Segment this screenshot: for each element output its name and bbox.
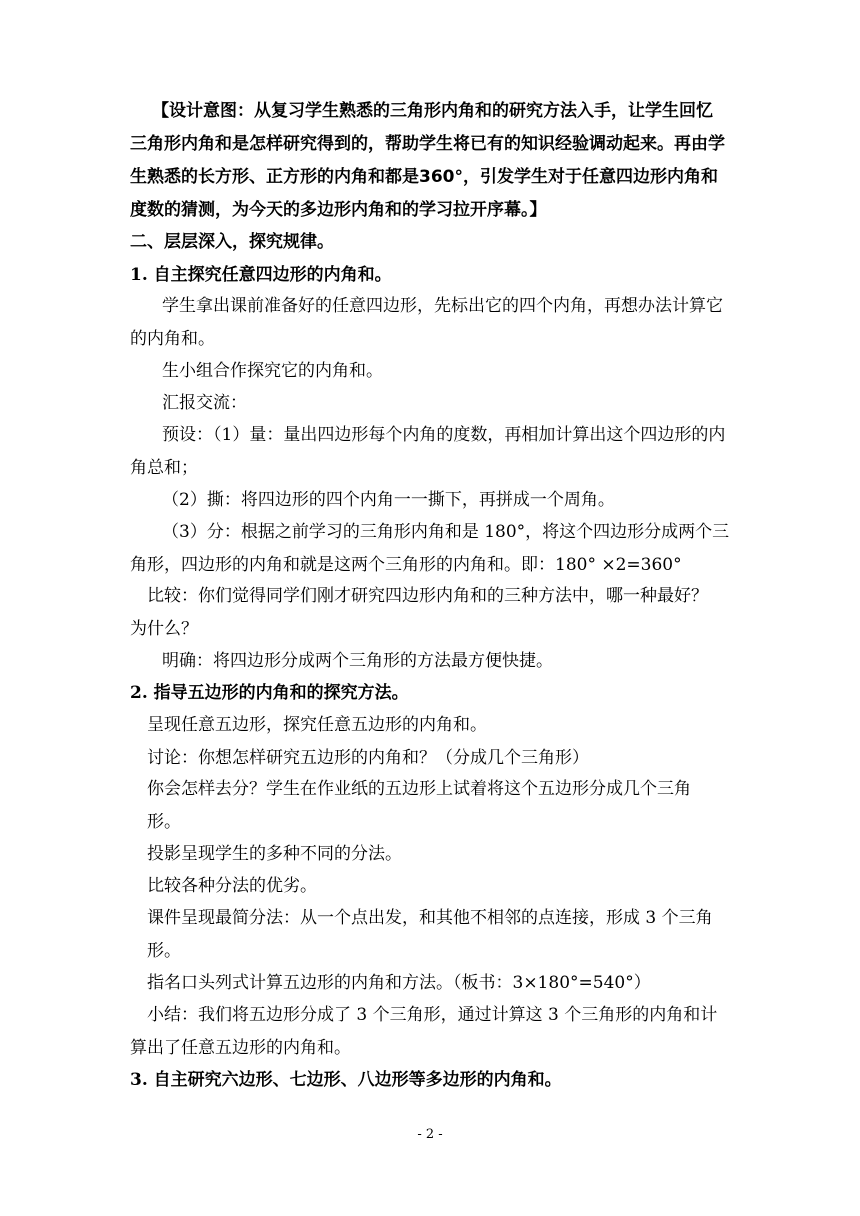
paragraph-line: 你会怎样去分？学生在作业纸的五边形上试着将这个五边形分成几个三角 <box>147 779 691 799</box>
paragraph-line: 学生拿出课前准备好的任意四边形，先标出它的四个内角，再想办法计算它 <box>162 296 723 316</box>
design-intent-line-2: 三角形内角和是怎样研究得到的，帮助学生将已有的知识经验调动起来。再由学 <box>130 134 725 154</box>
section-heading-2: 二、层层深入，探究规律。 <box>130 232 334 252</box>
paragraph-line: 课件呈现最简分法：从一个点出发，和其他不相邻的点连接，形成 3 个三角 <box>147 908 713 928</box>
paragraph-line: 预设：（1）量：量出四边形每个内角的度数，再相加计算出这个四边形的内 <box>162 425 726 445</box>
paragraph-line: 角形，四边形的内角和就是这两个三角形的内角和。即：180° ×2=360° <box>130 555 682 575</box>
paragraph-line: 形。 <box>147 941 181 961</box>
paragraph-line: 讨论：你想怎样研究五边形的内角和？（分成几个三角形） <box>147 748 589 768</box>
subheading-3: 3. 自主研究六边形、七边形、八边形等多边形的内角和。 <box>130 1070 562 1090</box>
paragraph-line: 形。 <box>147 812 181 832</box>
design-intent-line-4: 度数的猜测，为今天的多边形内角和的学习拉开序幕。】 <box>130 200 547 220</box>
paragraph-line: 比较：你们觉得同学们刚才研究四边形内角和的三种方法中，哪一种最好？ <box>147 586 708 606</box>
design-intent-line-3: 生熟悉的长方形、正方形的内角和都是360°，引发学生对于任意四边形内角和 <box>130 167 718 187</box>
paragraph-line: 生小组合作探究它的内角和。 <box>162 361 383 381</box>
design-intent-line-1: 【设计意图：从复习学生熟悉的三角形内角和的研究方法入手，让学生回忆 <box>152 101 713 121</box>
paragraph-line: 汇报交流： <box>162 393 247 413</box>
paragraph-line: 的内角和。 <box>130 329 215 349</box>
paragraph-line: 明确：将四边形分成两个三角形的方法最方便快捷。 <box>162 651 553 671</box>
paragraph-line: 角总和； <box>130 458 198 478</box>
subheading-1: 1. 自主探究任意四边形的内角和。 <box>130 265 392 285</box>
paragraph-line: 小结：我们将五边形分成了 3 个三角形，通过计算这 3 个三角形的内角和计 <box>147 1005 718 1025</box>
subheading-2: 2. 指导五边形的内角和的探究方法。 <box>130 683 409 703</box>
paragraph-line: 算出了任意五边形的内角和。 <box>130 1038 351 1058</box>
paragraph-line: 投影呈现学生的多种不同的分法。 <box>147 844 402 864</box>
paragraph-line: 为什么？ <box>130 619 198 639</box>
paragraph-line: 指名口头列式计算五边形的内角和方法。（板书：3×180°=540°） <box>147 973 651 993</box>
paragraph-line: （2）撕：将四边形的四个内角一一撕下，再拼成一个周角。 <box>162 490 615 510</box>
paragraph-line: 呈现任意五边形，探究任意五边形的内角和。 <box>147 715 487 735</box>
page-number: - 2 - <box>417 1127 443 1142</box>
paragraph-line: 比较各种分法的优劣。 <box>147 876 317 896</box>
paragraph-line: （3）分：根据之前学习的三角形内角和是 180°，将这个四边形分成两个三 <box>162 522 730 542</box>
